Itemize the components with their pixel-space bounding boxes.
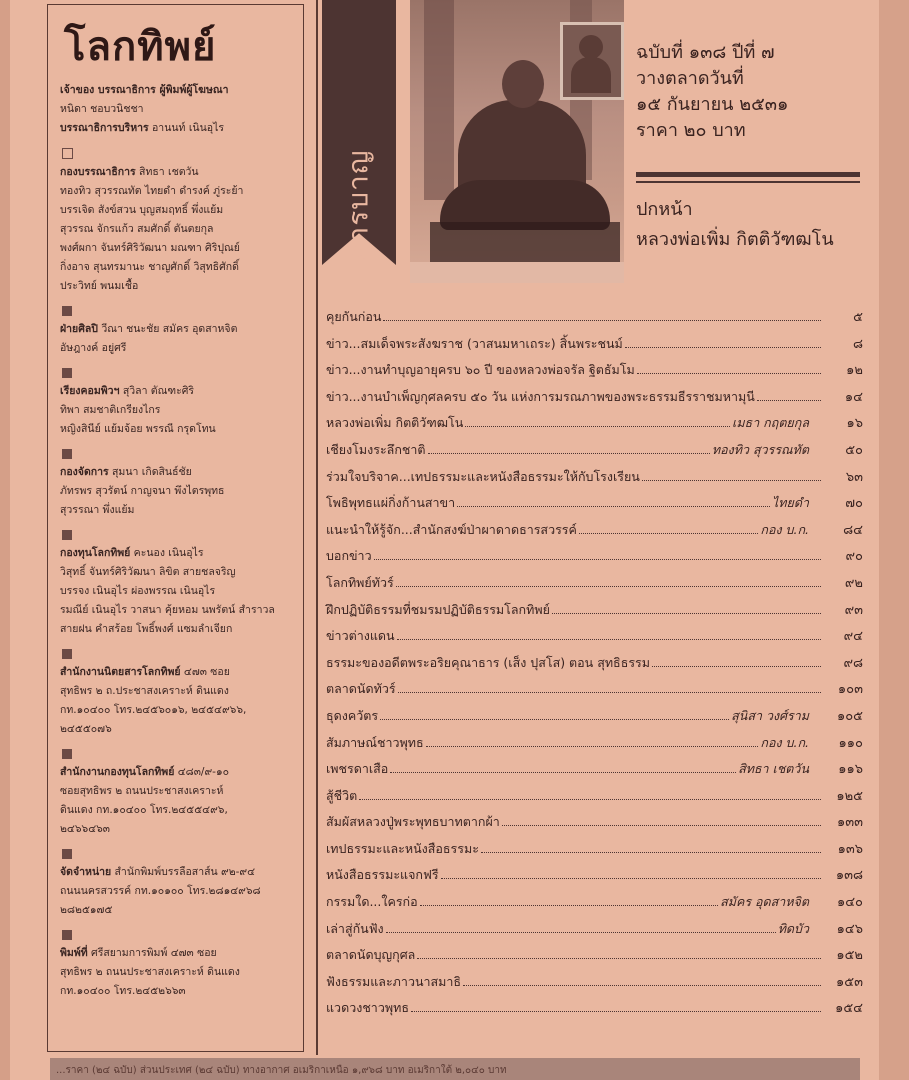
toc-leader-dots (642, 480, 821, 481)
section-marker-icon (62, 368, 72, 378)
staff-line: ๔๗๓ ซอย (183, 666, 230, 678)
toc-page-number: ๘ (852, 336, 863, 352)
portrait-frame (560, 22, 624, 100)
staff-section-label: เรียงคอมพิวฯ (60, 385, 120, 397)
cover-label: ปกหน้า (636, 199, 693, 220)
staff-line: กิ่งอาจ สุนทรมานะ ชาญศักดิ์ วิสุทธิศักดิ์ (60, 261, 239, 273)
toc-row (326, 838, 863, 865)
toc-page-number: ๑๓๖ (837, 841, 863, 857)
staff-line: พงศ์ผกา จันทร์ศิริวัฒนา มณฑา ศิริปุณย์ (60, 242, 240, 254)
toc-page-number: ๑๔๐ (836, 895, 863, 911)
toc-leader-dots (625, 347, 821, 348)
staff-section-label: สำนักงานกองทุนโลกทิพย์ (60, 766, 175, 778)
price: ราคา ๒๐ บาท (636, 120, 746, 141)
staff-line: ๔๘๓/๙-๑๐ (177, 766, 230, 778)
staff-line: อัษฎางค์ อยู่ศรี (60, 342, 127, 354)
toc-row (326, 918, 863, 945)
toc-title: เทปธรรมะและหนังสือธรรมะ (326, 840, 479, 856)
toc-leader-dots (757, 400, 821, 401)
toc-author: กอง บ.ก. (760, 521, 809, 537)
toc-row (326, 997, 863, 1024)
toc-row (326, 306, 863, 333)
section-marker-icon (62, 749, 72, 759)
section-marker-icon (62, 306, 72, 316)
toc-row (326, 678, 863, 705)
toc-page-number: ๙๘ (843, 655, 863, 671)
toc-title: หนังสือธรรมะแจกฟรี (326, 867, 439, 883)
toc-row (326, 545, 863, 572)
toc-page-number: ๕ (853, 310, 863, 325)
staff-line: ถนนนครสวรรค์ กท.๑๐๑๐๐ โทร.๒๘๑๔๙๖๘ (60, 885, 261, 897)
toc-page-number: ๑๒๕ (836, 788, 863, 804)
cover-photo (410, 0, 624, 283)
staff-section (60, 163, 293, 296)
toc-page-number: ๑๑๐ (838, 735, 863, 751)
staff-line: ๒๘๒๕๑๗๕ (60, 904, 113, 916)
staff-section-heading (60, 863, 293, 882)
toc-author: ทองทิว สุวรรณทัต (711, 441, 809, 457)
staff-line: ซอยสุทธิพร ๒ ถนนประชาสงเคราะห์ (60, 785, 224, 797)
toc-page-number: ๖๓ (845, 469, 863, 485)
footer-text: ...ราคา (๒๔ ฉบับ) ส่วนประเทศ (๒๔ ฉบับ) ทางอากาศ อเมริกาเหนือ ๑,๙๖๘ บาท อเมริกาใต้ ๒,๐๔๐ บาท (56, 1065, 507, 1076)
toc-row (326, 412, 863, 439)
staff-line: รมณีย์ เนินอุไร วาสนา คุ้ยหอม นพรัตน์ สำราวล (60, 604, 275, 616)
toc-title: สัมภาษณ์ชาวพุทธ (326, 734, 424, 750)
toc-leader-dots (481, 852, 821, 853)
toc-page-number: ๑๐๕ (836, 708, 863, 724)
toc-leader-dots (465, 426, 730, 427)
toc-page-number: ๑๖ (846, 416, 863, 432)
toc-row (326, 732, 863, 759)
toc-leader-dots (386, 932, 776, 933)
toc-leader-dots (420, 905, 718, 906)
release-date: ๑๕ กันยายน ๒๕๓๑ (636, 94, 789, 115)
toc-page-number: ๑๑๖ (838, 762, 863, 778)
toc-title: แนะนำให้รู้จัก...สำนักสงฆ์ป่าผาดาดธารสวรรค์ (326, 521, 577, 537)
toc-row (326, 864, 863, 891)
toc-title: บอกข่าว (326, 548, 372, 564)
staff-section-label: พิมพ์ที่ (60, 947, 88, 959)
issue-info (636, 40, 788, 144)
staff-section-label: กองทุนโลกทิพย์ (60, 547, 131, 559)
staff-line: กท.๑๐๔๐๐ โทร.๒๔๕๖๐๑๖, ๒๔๕๔๙๖๖, (60, 704, 247, 716)
staff-line: วิสุทธิ์ จันทร์ศิริวัฒนา ลิขิต สายชลจริญ (60, 566, 236, 578)
staff-line: สุวรรณา พึ่งแย้ม (60, 504, 135, 516)
toc-title: ตลาดนัดทัวร์ (326, 681, 396, 697)
toc-page-number: ๑๕๓ (836, 974, 863, 990)
toc-leader-dots (398, 692, 821, 693)
staff-section (60, 306, 293, 358)
toc-row (326, 705, 863, 732)
exec-editor: บรรณาธิการบริหาร อานนท์ เนินอุไร (60, 122, 224, 134)
toc-leader-dots (380, 719, 729, 720)
ribbon-label: สารบาญ (342, 149, 375, 261)
staff-line: ทิพา สมชาติเกรียงไกร (60, 404, 161, 416)
staff-line: ภัทรพร สุวรัตน์ กาญจนา พึงไตรพุทธ (60, 485, 225, 497)
toc-title: กรรมใด...ใครก่อ (326, 894, 418, 910)
toc-leader-dots (441, 878, 821, 879)
toc-author: ทิดบัว (777, 920, 809, 936)
toc-title: ข่าว...สมเด็จพระสังฆราช (วาสนมหาเถระ) สิ้นพระชนม์ (326, 335, 623, 351)
toc-row (326, 333, 863, 360)
toc-leader-dots (652, 666, 821, 667)
toc-page-number: ๙๓ (844, 602, 863, 618)
toc-title: คุยกันก่อน (326, 309, 382, 324)
toc-author: สิทธา เชตวัน (738, 761, 809, 777)
toc-page-number: ๑๐๓ (837, 682, 863, 698)
toc-title: สู้ชีวิต (326, 787, 358, 803)
staff-section-heading (60, 463, 293, 482)
toc-leader-dots (637, 373, 821, 374)
toc-page-number: ๑๕๒ (836, 948, 863, 964)
staff-line: ๒๔๖๖๔๖๓ (60, 823, 110, 835)
staff-line: สุทธิพร ๒ ถ.ประชาสงเคราะห์ ดินแดง (60, 685, 229, 697)
staff-line: สุมนา เกิดสินธ์ชัย (112, 466, 192, 478)
toc-title: สัมผัสหลวงปู่พระพุทธบาทตากผ้า (326, 814, 500, 830)
toc-page-number: ๑๓๓ (836, 815, 863, 831)
staff-section-label: กองจัดการ (60, 466, 109, 478)
section-marker-icon (62, 930, 72, 940)
toc-row (326, 572, 863, 599)
toc-title: ร่วมใจบริจาค...เทปธรรมะและหนังสือธรรมะให้กับโรงเรียน (326, 468, 640, 484)
staff-section-heading (60, 382, 293, 401)
toc-title: ข่าว...งานทำบุญอายุครบ ๖๐ ปี ของหลวงพ่อจรัล ฐิตธัมโม (326, 362, 635, 378)
ribbon-label-wrap (322, 150, 396, 260)
staff-line: หญิงสินีย์ แย้มจ้อย พรรณี กรุดโทน (60, 423, 216, 435)
toc-row (326, 758, 863, 785)
toc-row (326, 785, 863, 812)
toc-leader-dots (579, 533, 759, 534)
toc-row (326, 439, 863, 466)
toc-title: เพชรดาเสือ (326, 761, 389, 777)
staff-section (60, 649, 293, 739)
section-marker-icon (62, 148, 73, 159)
staff-line: สิทธา เชตวัน (139, 166, 199, 178)
toc-title: ตลาดนัดบุญกุศล (326, 947, 416, 963)
toc-row (326, 519, 863, 546)
staff-section (60, 449, 293, 520)
release-label: วางตลาดวันที่ (636, 68, 744, 89)
section-marker-icon (62, 649, 72, 659)
toc-leader-dots (374, 559, 821, 560)
thick-rule (636, 172, 860, 177)
toc-author: เมธา กฤตยกุล (732, 415, 809, 431)
staff-column (47, 4, 304, 1052)
toc-author: ไทยดำ (772, 495, 809, 511)
owner-name: หนิดา ชอบวนิชชา (60, 103, 144, 115)
toc-row (326, 386, 863, 413)
staff-line: บรรเจิด สังข์สวน บุญสมฤทธิ์ พึ่งแย้ม (60, 204, 224, 216)
staff-line: บรรจง เนินอุไร ผ่องพรรณ เนินอุไร (60, 585, 216, 597)
toc-leader-dots (396, 586, 821, 587)
toc-page-number: ๘๔ (843, 522, 863, 538)
toc-page-number: ๕๐ (845, 442, 863, 458)
staff-line: ๒๔๕๕๐๗๖ (60, 723, 112, 735)
staff-line: ศรีสยามการพิมพ์ ๔๗๓ ซอย (91, 947, 217, 959)
staff-line: กท.๑๐๔๐๐ โทร.๒๔๕๒๖๖๓ (60, 985, 186, 997)
staff-line: คะนอง เนินอุไร (133, 547, 204, 559)
toc-leader-dots (383, 320, 821, 321)
staff-section-heading (60, 763, 293, 782)
staff-line: วีณา ชนะชัย สมัคร อุดสาหจิต (101, 323, 238, 335)
toc-page-number: ๙๒ (844, 575, 863, 591)
table-of-contents (326, 306, 863, 1024)
column-divider (316, 0, 318, 1055)
toc-page-number: ๑๕๔ (835, 1001, 863, 1017)
toc-page-number: ๑๔๖ (836, 921, 863, 937)
toc-row (326, 652, 863, 679)
toc-leader-dots (428, 453, 710, 454)
section-marker-icon (62, 849, 72, 859)
staff-section-heading (60, 944, 293, 963)
toc-page-number: ๑๓๘ (835, 868, 863, 884)
toc-title: เล่าสู่กันฟัง (326, 920, 384, 936)
toc-leader-dots (552, 613, 821, 614)
staff-line: สำนักพิมพ์บรรลือสาส์น ๙๒-๙๔ (114, 866, 256, 878)
toc-row (326, 359, 863, 386)
staff-line: สุวรรณ จักรแก้ว สมศักดิ์ ตันตยกุล (60, 223, 214, 235)
staff-section (60, 930, 293, 1001)
cover-caption (636, 195, 834, 255)
toc-leader-dots (426, 746, 759, 747)
toc-row (326, 971, 863, 998)
staff-line: สุวิลา ตัณฑะศิริ (122, 385, 195, 397)
toc-row (326, 891, 863, 918)
paper-edge-left (0, 0, 10, 1080)
magazine-logo: โลกทิพย์ (64, 24, 217, 70)
staff-section-heading (60, 163, 293, 182)
toc-title: โพธิพุทธแผ่กิ่งก้านสาขา (326, 495, 456, 511)
toc-title: ข่าวต่างแดน (326, 628, 395, 644)
toc-title: แวดวงชาวพุทธ (326, 1000, 409, 1016)
staff-line: ดินแดง กท.๑๐๔๐๐ โทร.๒๔๕๕๔๙๖, (60, 804, 228, 816)
staff-section-label: ฝ่ายศิลปิ (60, 323, 98, 335)
toc-row (326, 625, 863, 652)
toc-author: สุนิสา วงศ์ราม (731, 707, 809, 723)
toc-row (326, 492, 863, 519)
toc-page-number: ๑๔ (844, 389, 863, 405)
cover-subject: หลวงพ่อเพิ่ม กิตติวัฑฒโน (636, 229, 834, 250)
staff-section-heading (60, 544, 293, 563)
toc-page-number: ๙๔ (843, 629, 863, 645)
staff-line: สายฝน คำสร้อย โพธิ์พงศ์ แซมลำเจียก (60, 623, 233, 635)
toc-leader-dots (502, 825, 821, 826)
toc-row (326, 811, 863, 838)
staff-line: ทองทิว สุวรรณทัต ไทยดำ ดำรงค์ ภู่ระย้า (60, 185, 244, 197)
toc-row (326, 944, 863, 971)
owner-line: เจ้าของ บรรณาธิการ ผู้พิมพ์ผู้โฆษณา (60, 84, 229, 96)
toc-leader-dots (463, 985, 821, 986)
toc-page-number: ๗๐ (845, 496, 863, 512)
staff-section (60, 530, 293, 639)
toc-title: ข่าว...งานบำเพ็ญกุศลครบ ๕๐ วัน แห่งการมรณภาพของพระธรรมธีรราชมหามุนี (326, 388, 755, 404)
toc-leader-dots (359, 799, 821, 800)
paper-edge-right (879, 0, 909, 1080)
toc-title: ฟังธรรมและภาวนาสมาธิ (326, 973, 462, 989)
staff-section-label: จัดจำหน่าย (60, 866, 112, 878)
toc-title: เชียงโมงระลึกชาติ (326, 441, 426, 457)
toc-row (326, 466, 863, 493)
issue-number: ฉบับที่ ๑๓๘ ปีที่ ๗ (636, 42, 775, 63)
staff-section-label: กองบรรณาธิการ (60, 166, 136, 178)
section-marker-icon (62, 449, 72, 459)
staff-section-label: สำนักงานนิตยสารโลกทิพย์ (60, 666, 181, 678)
toc-row (326, 599, 863, 626)
staff-sections (60, 163, 293, 1001)
toc-leader-dots (417, 958, 821, 959)
thin-rule (636, 181, 860, 183)
staff-line: สุทธิพร ๒ ถนนประชาสงเคราะห์ ดินแดง (60, 966, 240, 978)
staff-section-heading (60, 663, 293, 682)
toc-author: กอง บ.ก. (760, 734, 809, 750)
toc-author: สมัคร อุดสาหจิต (720, 894, 809, 910)
toc-title: ธุดงควัตร (326, 707, 379, 723)
staff-section-heading (60, 320, 293, 339)
toc-title: ธรรมะของอดีตพระอริยคุณาธาร (เส็ง ปุสโส) ตอน สุทธิธรรม (326, 654, 650, 670)
toc-leader-dots (457, 506, 770, 507)
toc-page-number: ๑๒ (846, 363, 863, 379)
staff-section (60, 849, 293, 920)
toc-leader-dots (411, 1011, 821, 1012)
toc-page-number: ๙๐ (845, 549, 863, 565)
toc-title: หลวงพ่อเพิ่ม กิตติวัฑฒโน (326, 415, 464, 431)
toc-title: ฝึกปฏิบัติธรรมที่ชมรมปฏิบัติธรรมโลกทิพย์ (326, 601, 550, 617)
toc-title: โลกทิพย์ทัวร์ (326, 574, 394, 590)
staff-section (60, 368, 293, 439)
staff-section (60, 749, 293, 839)
staff-line: ประวิทย์ พนมเชื้อ (60, 280, 139, 292)
toc-leader-dots (397, 639, 821, 640)
toc-leader-dots (390, 772, 736, 773)
section-marker-icon (62, 530, 72, 540)
